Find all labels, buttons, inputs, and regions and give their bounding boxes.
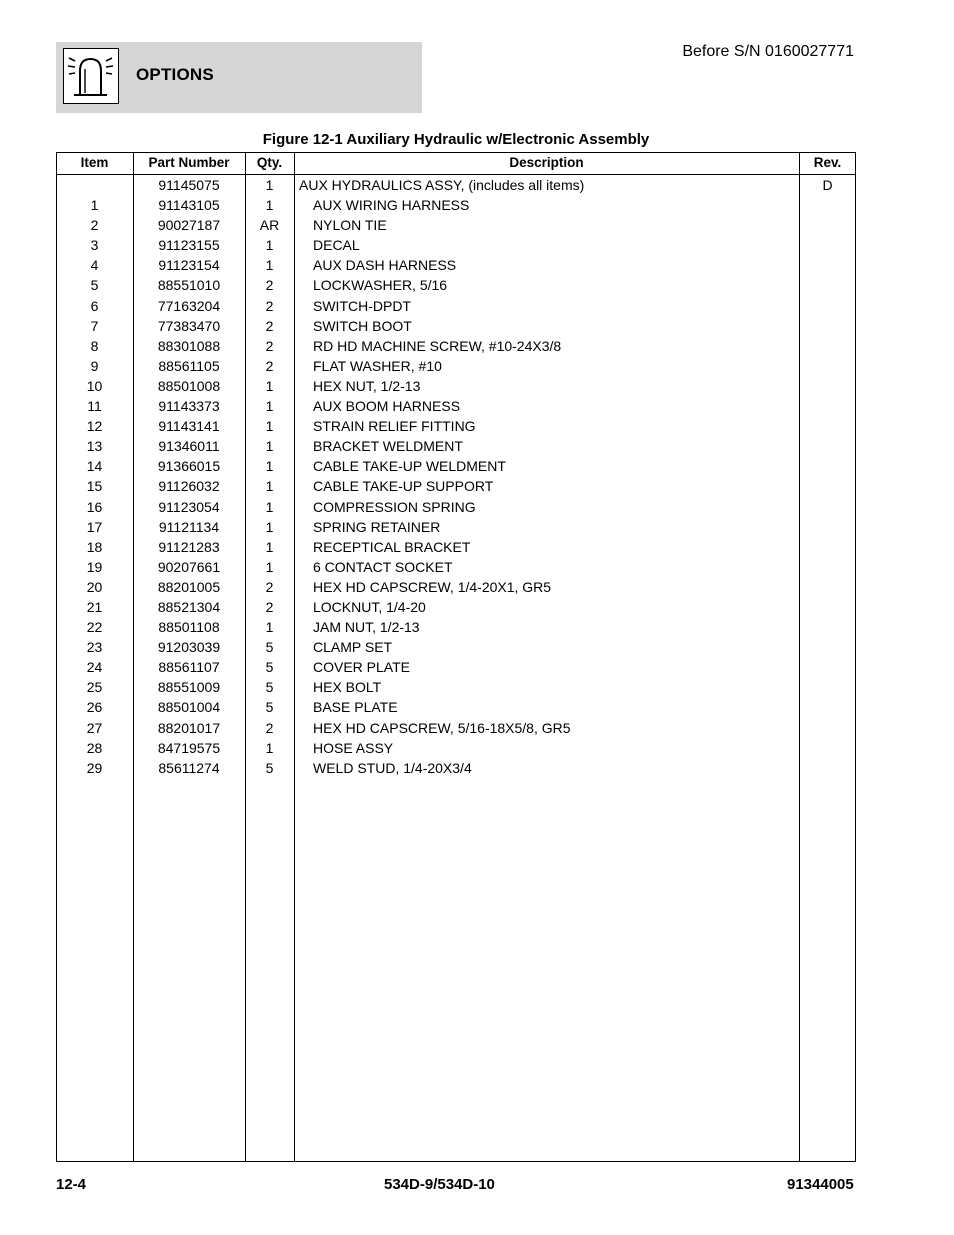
part-number-cell: 88551010 <box>157 277 221 294</box>
description-cell: HOSE ASSY <box>313 739 394 756</box>
part-number-cell: 91121134 <box>158 518 220 535</box>
qty-cell: 5 <box>265 639 274 656</box>
description-cell: CABLE TAKE-UP WELDMENT <box>313 458 506 475</box>
description-cell: LOCKNUT, 1/4-20 <box>313 598 426 615</box>
table-row <box>56 456 856 476</box>
part-number-cell: 88201005 <box>157 578 221 595</box>
table-row <box>56 697 856 717</box>
qty-cell: 1 <box>265 398 274 415</box>
part-number-cell: 88521304 <box>157 598 221 615</box>
part-number-cell: 77163204 <box>157 297 221 314</box>
part-number-cell: 90027187 <box>157 217 221 234</box>
qty-cell: 1 <box>265 377 274 394</box>
part-number-cell: 91121283 <box>158 538 220 555</box>
part-number-cell: 90207661 <box>157 558 221 575</box>
part-number-cell: 91145075 <box>158 177 220 193</box>
table-row <box>56 597 856 617</box>
item-cell: 14 <box>86 458 103 475</box>
section-title: OPTIONS <box>136 65 214 84</box>
table-row <box>56 497 856 517</box>
item-cell: 29 <box>86 759 103 776</box>
qty-cell: 2 <box>265 277 274 294</box>
qty-cell: 1 <box>265 739 274 756</box>
table-row <box>56 235 856 255</box>
part-number-cell: 91143105 <box>158 197 220 214</box>
item-cell: 5 <box>90 277 99 294</box>
qty-cell: 1 <box>265 418 274 435</box>
part-number-cell: 91203039 <box>157 639 221 656</box>
item-cell: 25 <box>86 679 103 696</box>
item-cell: 6 <box>90 297 99 314</box>
table-row <box>56 577 856 597</box>
description-cell: CABLE TAKE-UP SUPPORT <box>313 478 494 495</box>
description-cell: COMPRESSION SPRING <box>313 498 476 515</box>
description-cell: RD HD MACHINE SCREW, #10-24X3/8 <box>313 337 562 354</box>
part-number-cell: 91143141 <box>158 418 220 435</box>
description-cell: SWITCH-DPDT <box>313 297 411 314</box>
table-row <box>56 376 856 396</box>
table-row <box>56 718 856 738</box>
part-number-cell: 91123155 <box>158 237 220 254</box>
part-number-cell: 88561105 <box>158 357 220 374</box>
part-number-cell: 91366015 <box>157 458 221 475</box>
qty-cell: 2 <box>265 598 274 615</box>
description-cell: COVER PLATE <box>313 659 410 676</box>
part-number-cell: 88561107 <box>158 659 220 676</box>
item-cell: 10 <box>86 377 103 394</box>
warning-light-icon <box>63 48 119 104</box>
item-cell: 13 <box>86 438 103 455</box>
qty-cell: 5 <box>265 759 274 776</box>
table-row <box>56 738 856 758</box>
description-cell: HEX HD CAPSCREW, 1/4-20X1, GR5 <box>313 578 552 595</box>
part-number-cell: 91123054 <box>158 498 220 515</box>
qty-cell: 1 <box>265 197 274 214</box>
qty-cell: 1 <box>265 458 274 475</box>
item-cell: 4 <box>90 257 99 274</box>
figure-title: Figure 12-1 Auxiliary Hydraulic w/Electronic Assembly <box>262 131 650 148</box>
table-row <box>56 275 856 295</box>
part-number-cell: 91143373 <box>158 398 220 415</box>
qty-cell: 1 <box>265 538 274 555</box>
table-row <box>56 617 856 637</box>
rev-cell: D <box>822 177 833 193</box>
qty-cell: 5 <box>265 659 274 676</box>
qty-cell: 2 <box>265 357 274 374</box>
table-row <box>56 517 856 537</box>
description-cell: HEX NUT, 1/2-13 <box>313 377 421 394</box>
description-cell: BASE PLATE <box>313 699 398 716</box>
document-number: 91344005 <box>787 1176 854 1193</box>
description-cell: AUX HYDRAULICS ASSY, (includes all items) <box>299 177 585 193</box>
item-cell: 26 <box>86 699 103 716</box>
item-cell: 18 <box>86 538 103 555</box>
item-cell: 8 <box>90 337 99 354</box>
item-cell: 21 <box>86 598 103 615</box>
item-cell: 19 <box>86 558 103 575</box>
item-cell: 16 <box>86 498 103 515</box>
part-number-cell: 88551009 <box>157 679 221 696</box>
description-cell: FLAT WASHER, #10 <box>313 357 442 374</box>
serial-number-note: Before S/N 0160027771 <box>682 43 854 60</box>
qty-cell: 1 <box>265 558 274 575</box>
item-cell: 9 <box>90 357 99 374</box>
part-number-cell: 91126032 <box>158 478 220 495</box>
description-cell: LOCKWASHER, 5/16 <box>313 277 448 294</box>
item-cell: 24 <box>86 659 103 676</box>
table-row <box>56 316 856 336</box>
qty-cell: 1 <box>265 257 274 274</box>
description-cell: JAM NUT, 1/2-13 <box>313 619 420 636</box>
description-cell: RECEPTICAL BRACKET <box>313 538 471 555</box>
table-row <box>56 356 856 376</box>
qty-cell: 1 <box>265 177 274 193</box>
description-cell: AUX WIRING HARNESS <box>313 197 470 214</box>
column-header-description: Description <box>509 155 584 170</box>
qty-cell: 5 <box>265 699 274 716</box>
qty-cell: 2 <box>265 578 274 595</box>
part-number-cell: 88501004 <box>157 699 221 716</box>
description-cell: AUX BOOM HARNESS <box>313 398 461 415</box>
table-row <box>56 396 856 416</box>
item-cell: 28 <box>86 739 103 756</box>
table-row <box>56 758 856 778</box>
qty-cell: 5 <box>265 679 274 696</box>
qty-cell: AR <box>259 217 280 234</box>
item-cell: 17 <box>86 518 103 535</box>
item-cell: 23 <box>86 639 103 656</box>
part-number-cell: 88501108 <box>158 619 220 636</box>
page-number: 12-4 <box>56 1176 87 1193</box>
qty-cell: 2 <box>265 719 274 736</box>
description-cell: SWITCH BOOT <box>313 317 412 334</box>
part-number-cell: 77383470 <box>157 317 221 334</box>
column-header-item: Item <box>80 155 109 170</box>
item-cell: 7 <box>90 317 99 334</box>
description-cell: CLAMP SET <box>313 639 393 656</box>
qty-cell: 2 <box>265 317 274 334</box>
description-cell: HEX HD CAPSCREW, 5/16-18X5/8, GR5 <box>313 719 571 736</box>
qty-cell: 2 <box>265 337 274 354</box>
table-row <box>56 296 856 316</box>
description-cell: SPRING RETAINER <box>313 518 441 535</box>
item-cell: 27 <box>86 719 103 736</box>
qty-cell: 1 <box>265 478 274 495</box>
qty-cell: 1 <box>265 438 274 455</box>
qty-cell: 1 <box>265 498 274 515</box>
description-cell: AUX DASH HARNESS <box>313 257 457 274</box>
item-cell: 15 <box>86 478 103 495</box>
table-row <box>56 657 856 677</box>
table-row <box>56 195 856 215</box>
item-cell: 12 <box>86 418 103 435</box>
description-cell: 6 CONTACT SOCKET <box>313 558 453 575</box>
table-row <box>56 215 856 235</box>
part-number-cell: 84719575 <box>157 739 221 756</box>
qty-cell: 2 <box>265 297 274 314</box>
description-cell: STRAIN RELIEF FITTING <box>313 418 476 435</box>
part-number-cell: 85611274 <box>158 759 220 776</box>
description-cell: BRACKET WELDMENT <box>313 438 463 455</box>
column-header-qty: Qty. <box>256 155 283 170</box>
model-number: 534D-9/534D-10 <box>384 1176 495 1193</box>
part-number-cell: 88501008 <box>157 377 221 394</box>
item-cell: 2 <box>90 217 99 234</box>
description-cell: NYLON TIE <box>313 217 387 234</box>
part-number-cell: 91346011 <box>158 438 220 455</box>
item-cell: 1 <box>90 197 99 214</box>
description-cell: HEX BOLT <box>313 679 382 696</box>
table-row <box>56 175 856 195</box>
item-cell: 3 <box>90 237 99 254</box>
item-cell: 22 <box>86 619 103 636</box>
description-cell: WELD STUD, 1/4-20X3/4 <box>313 759 472 776</box>
qty-cell: 1 <box>265 619 274 636</box>
part-number-cell: 91123154 <box>158 257 220 274</box>
table-row <box>56 537 856 557</box>
column-header-part-number: Part Number <box>148 155 230 170</box>
table-row <box>56 436 856 456</box>
table-row <box>56 677 856 697</box>
item-cell: 20 <box>86 578 103 595</box>
table-row <box>56 637 856 657</box>
qty-cell: 1 <box>265 518 274 535</box>
table-row <box>56 336 856 356</box>
column-header-rev: Rev. <box>813 155 842 170</box>
description-cell: DECAL <box>313 237 360 254</box>
part-number-cell: 88301088 <box>157 337 221 354</box>
table-row <box>56 416 856 436</box>
part-number-cell: 88201017 <box>157 719 221 736</box>
item-cell: 11 <box>87 398 102 415</box>
qty-cell: 1 <box>265 237 274 254</box>
table-row <box>56 557 856 577</box>
table-row <box>56 476 856 496</box>
table-body <box>56 175 856 778</box>
table-row <box>56 255 856 275</box>
